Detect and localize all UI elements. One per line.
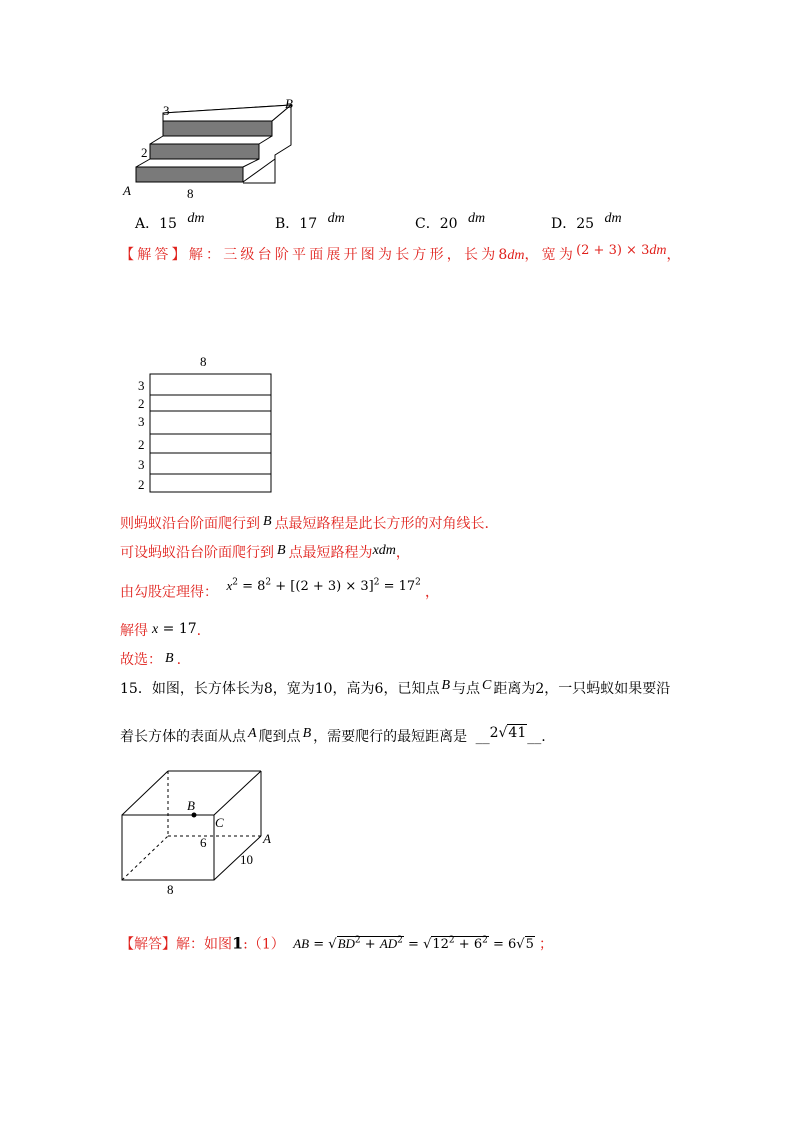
solution14-line4: 由勾股定理得： $x^2 = 8^2 + [(2 + 3) \times 3]^2 = 17^2$ ，: [120, 578, 440, 601]
ab-equation: AB = $√BD^2 + AD^2 = √12^2 + 6^2 = 6√5$: [293, 936, 534, 953]
grid-row-label: 2: [138, 477, 145, 492]
answer-blank: __2√41__.: [475, 725, 546, 745]
stairs-label-3: 3: [163, 103, 170, 118]
problem15-line1: 15．如图，长方体长为8，宽为10，高为6，已知点 B 与点 C 距离为2，一只蚂蚁如果要沿: [120, 678, 671, 697]
grid-row-label: 3: [138, 414, 145, 429]
box-label-a: A: [263, 831, 271, 846]
solution14-line2: 则蚂蚁沿台阶面爬行到 B 点最短路程是此长方形的对角线长.: [120, 514, 490, 532]
option-b: B．17 dm: [275, 211, 345, 232]
solution14-line5: 解得 x = 17.: [120, 621, 202, 639]
point-b-marker: [192, 813, 197, 818]
box-label-6: 6: [200, 835, 207, 850]
cuboid-figure: [110, 765, 290, 900]
option-c: C．20 dm: [415, 211, 486, 232]
stairs-label-2: 2: [141, 145, 148, 160]
solution14-line6: 故选： B .: [120, 651, 182, 668]
box-label-8: 8: [167, 882, 174, 897]
pythagoras-equation: $x^2 = 8^2 + [(2 + 3) \times 3]^2 = 17^2$: [226, 578, 421, 595]
grid-row-label: 3: [138, 378, 145, 393]
grid-row-label: 3: [138, 457, 145, 472]
grid-row-label: 2: [138, 437, 145, 452]
solution14-line3: 可设蚂蚁沿台阶面爬行到 B 点最短路程为xdm，: [120, 543, 410, 561]
unfolded-grid-figure: [130, 350, 280, 500]
grid-row-label: 2: [138, 396, 145, 411]
solution15-line1: 【解答】解：如图1:（1） AB = $√BD^2 + AD^2 = √12^2 + 6^2 = 6√5$ ；: [120, 933, 553, 953]
stairs-figure: [115, 95, 315, 205]
box-label-c: C: [215, 815, 224, 830]
solution14-line1: 【解答】解：三级台阶平面展开图为长方形，长为8dm，宽为(2 + 3) × 3dm，: [120, 243, 684, 263]
option-a: A．15 dm: [135, 211, 205, 232]
box-label-10: 10: [240, 852, 253, 867]
problem15-line2: 着长方体的表面从点 A 爬到点 B ，需要爬行的最短距离是 __2√41__.: [120, 725, 546, 745]
stairs-label-8: 8: [187, 186, 194, 201]
stairs-label-a: A: [123, 183, 131, 198]
stairs-label-b: B: [285, 96, 293, 111]
option-d: D．25 dm: [551, 211, 622, 232]
box-label-b: B: [187, 798, 195, 813]
grid-top-label: 8: [200, 354, 207, 369]
